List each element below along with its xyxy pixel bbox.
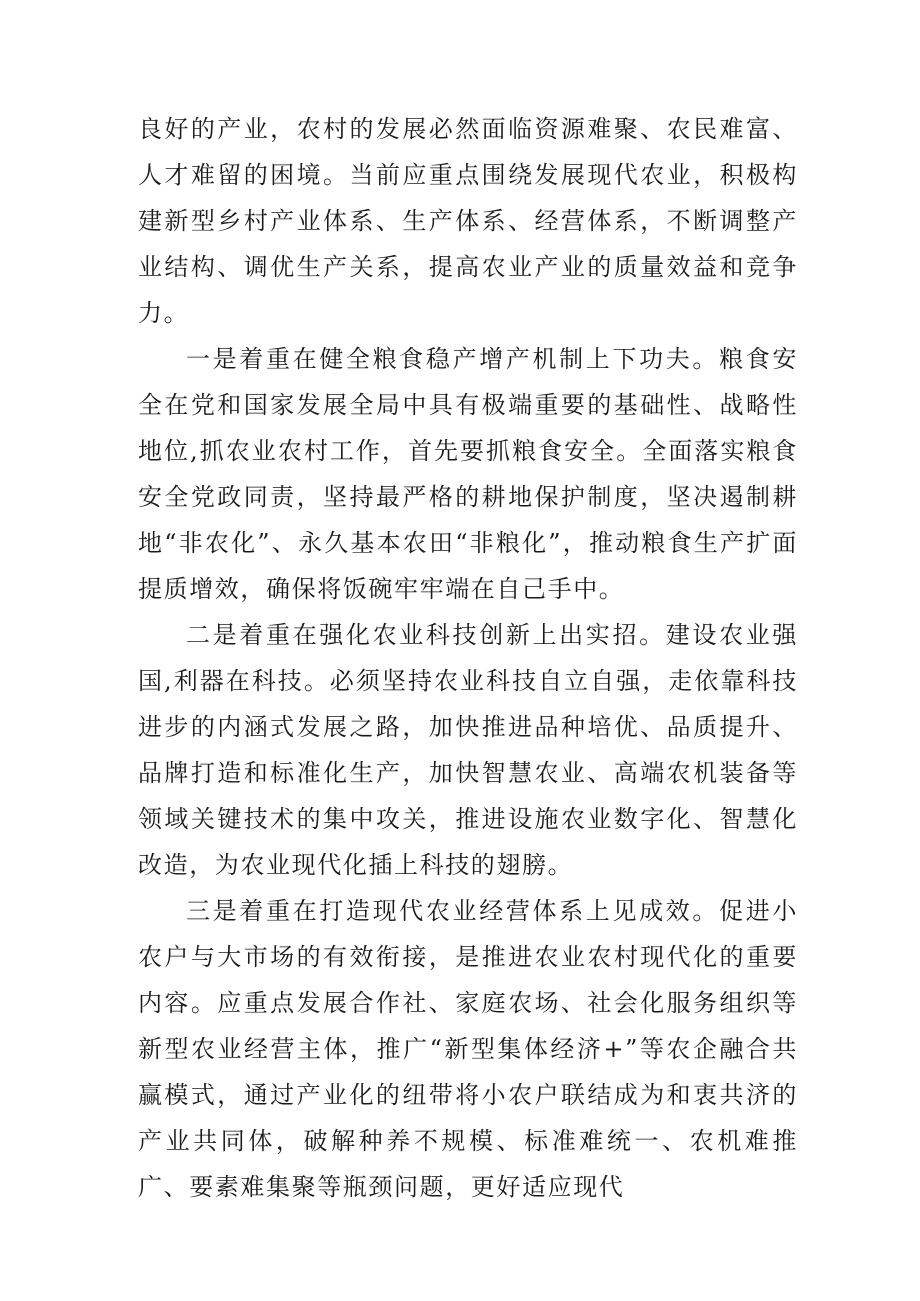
paragraph-continuation: 良好的产业，农村的发展必然面临资源难聚、农民难富、人才难留的困境。当前应重点围绕发展现代农业，积极构建新型乡村产业体系、生产体系、经营体系，不断调整产业结构、调优生产关系，提高农业产业的质量效益和竞争力。 <box>138 115 798 327</box>
paragraph-agri-management: 三是着重在打造现代农业经营体系上见成效。促进小农户与大市场的有效衔接，是推进农业农村现代化的重要内容。应重点发展合作社、家庭农场、社会化服务组织等新型农业经营主体，推广“新型集体经济+”等农企融合共赢模式，通过产业化的纽带将小农户联结成为和衷共济的产业共同体，破解种养不规模、标准难统一、农机难推广、要素难集聚等瓶颈问题，更好适应现代 <box>138 897 798 1201</box>
paragraph-agri-technology: 二是着重在强化农业科技创新上出实招。建设农业强国,利器在科技。必须坚持农业科技自立自强，走依靠科技进步的内涵式发展之路，加快推进品种培优、品质提升、品牌打造和标准化生产，加快智慧农业、高端农机装备等领域关键技术的集中攻关，推进设施农业数字化、智慧化改造，为农业现代化插上科技的翅膀。 <box>138 621 798 879</box>
document-body <box>138 106 798 1210</box>
paragraph-grain-security: 一是着重在健全粮食稳产增产机制上下功夫。粮食安全在党和国家发展全局中具有极端重要的基础性、战略性地位,抓农业农村工作，首先要抓粮食安全。全面落实粮食安全党政同责，坚持最严格的耕地保护制度，坚决遏制耕地“非农化”、永久基本农田“非粮化”，推动粮食生产扩面提质增效，确保将饭碗牢牢端在自己手中。 <box>138 345 798 603</box>
